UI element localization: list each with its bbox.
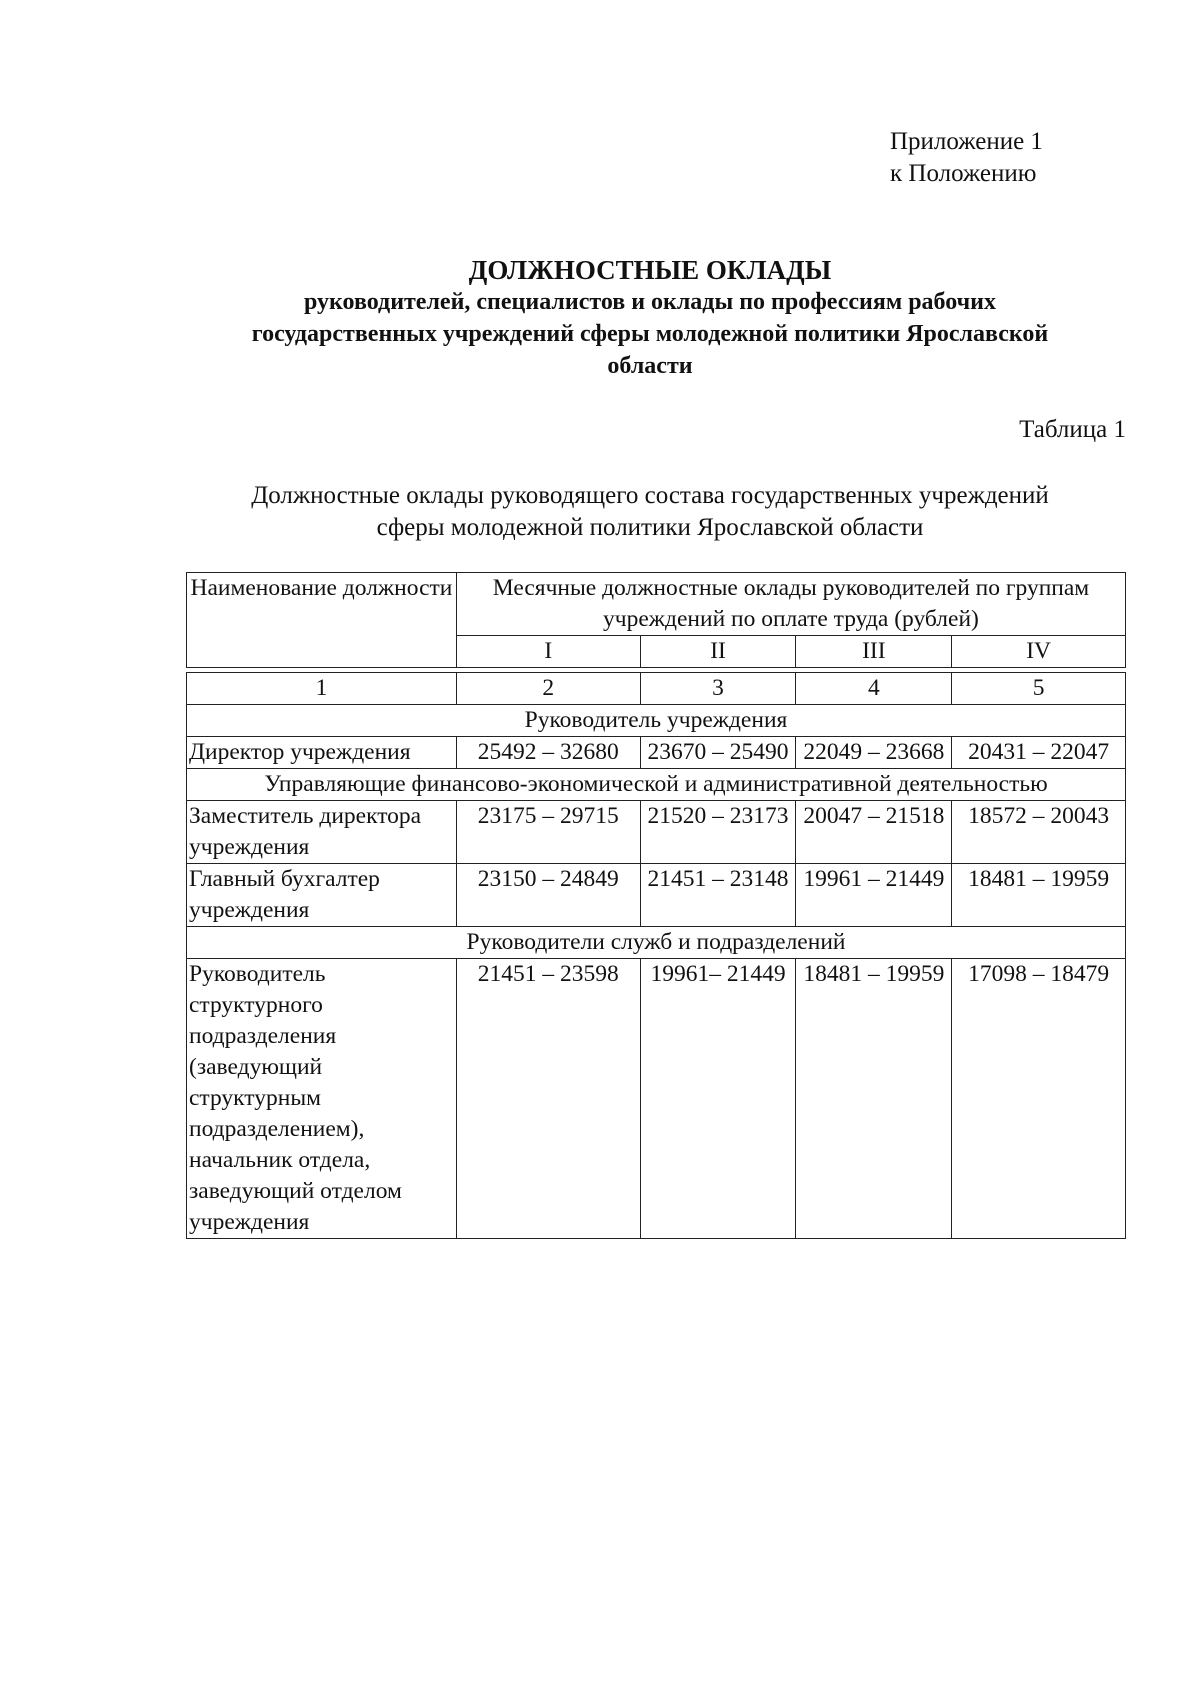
table-row bbox=[187, 801, 1126, 864]
salary-range: 23175 – 29715 bbox=[456, 801, 640, 864]
section-title: Управляющие финансово-экономической и административной деятельностью bbox=[187, 769, 1126, 801]
column-number: 4 bbox=[796, 673, 952, 705]
salary-range: 18481 – 19959 bbox=[952, 864, 1126, 927]
salary-range: 25492 – 32680 bbox=[456, 737, 640, 769]
caption-line-1: Должностные оклады руководящего состава государственных учреждений bbox=[251, 482, 1049, 509]
header-position: Наименование должности bbox=[187, 573, 457, 668]
title-main: ДОЛЖНОСТНЫЕ ОКЛАДЫ bbox=[468, 255, 832, 285]
salary-range: 22049 – 23668 bbox=[796, 737, 952, 769]
section-title: Руководитель учреждения bbox=[187, 705, 1126, 737]
group-label: IV bbox=[952, 636, 1126, 668]
column-numbers-row bbox=[187, 673, 1126, 705]
salary-range: 18572 – 20043 bbox=[952, 801, 1126, 864]
appendix-reference bbox=[890, 126, 1043, 190]
position-name: Руководитель структурного подразделения (заведующий структурным подразделением), начальник отдела, заведующий отделом учреждения bbox=[187, 959, 457, 1239]
salary-range: 23670 – 25490 bbox=[640, 737, 796, 769]
group-label: I bbox=[456, 636, 640, 668]
salary-range: 21520 – 23173 bbox=[640, 801, 796, 864]
table-row bbox=[187, 864, 1126, 927]
column-number: 3 bbox=[640, 673, 796, 705]
salary-range: 17098 – 18479 bbox=[952, 959, 1126, 1239]
salary-range: 20431 – 22047 bbox=[952, 737, 1126, 769]
section-title: Руководители служб и подразделений bbox=[187, 927, 1126, 959]
title-line-1: руководителей, специалистов и оклады по профессиям рабочих bbox=[304, 289, 996, 315]
title-line-2: государственных учреждений сферы молодежной политики Ярославской bbox=[251, 321, 1049, 347]
salary-range: 20047 – 21518 bbox=[796, 801, 952, 864]
salary-range: 18481 – 19959 bbox=[796, 959, 952, 1239]
section-row bbox=[187, 705, 1126, 737]
salary-table-body bbox=[187, 573, 1126, 1239]
header-salaries: Месячные должностные оклады руководителей по группам учреждений по оплате труда (рублей) bbox=[456, 573, 1125, 636]
column-number: 2 bbox=[456, 673, 640, 705]
salary-range: 21451 – 23148 bbox=[640, 864, 796, 927]
table-row bbox=[187, 737, 1126, 769]
appendix-line-2: к Положению bbox=[890, 160, 1037, 187]
salary-range: 23150 – 24849 bbox=[456, 864, 640, 927]
salary-table bbox=[186, 572, 1126, 1239]
position-name: Заместитель директора учреждения bbox=[187, 801, 457, 864]
salary-range: 19961 – 21449 bbox=[796, 864, 952, 927]
title-line-3: области bbox=[607, 353, 693, 379]
caption-line-2: сферы молодежной политики Ярославской области bbox=[376, 514, 924, 541]
position-name: Директор учреждения bbox=[187, 737, 457, 769]
column-number: 5 bbox=[952, 673, 1126, 705]
position-name: Главный бухгалтер учреждения bbox=[187, 864, 457, 927]
group-label: II bbox=[640, 636, 796, 668]
table-row bbox=[187, 959, 1126, 1239]
salary-range: 19961– 21449 bbox=[640, 959, 796, 1239]
section-row bbox=[187, 927, 1126, 959]
table-label: Таблица 1 bbox=[1019, 416, 1126, 443]
appendix-line-1: Приложение 1 bbox=[890, 128, 1043, 155]
header-row bbox=[187, 573, 1126, 636]
salary-range: 21451 – 23598 bbox=[456, 959, 640, 1239]
table-caption bbox=[150, 480, 1150, 544]
section-row bbox=[187, 769, 1126, 801]
document-title bbox=[170, 254, 1130, 382]
column-number: 1 bbox=[187, 673, 457, 705]
group-label: III bbox=[796, 636, 952, 668]
